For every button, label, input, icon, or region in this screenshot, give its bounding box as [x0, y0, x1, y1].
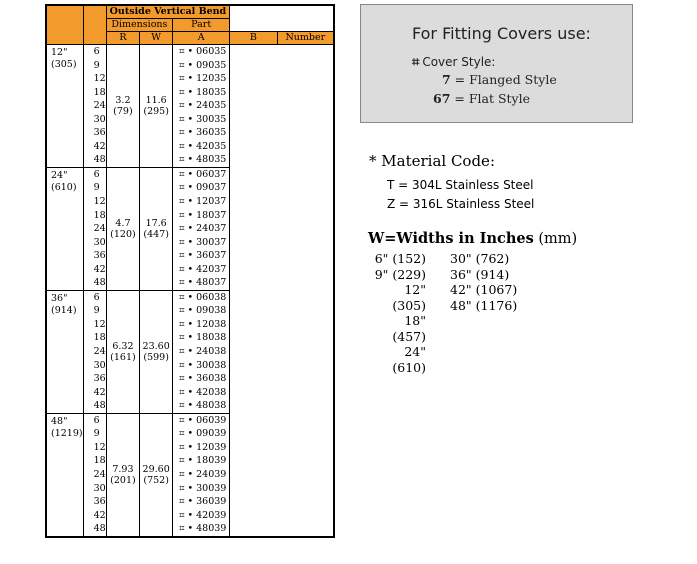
part-number: ⌗ • 12039	[179, 441, 227, 453]
table-row	[46, 413, 334, 536]
width-value: 12	[93, 318, 106, 330]
part-number: ⌗ • 09037	[179, 182, 227, 194]
part-number: ⌗ • 42039	[179, 509, 227, 521]
width-cell	[83, 45, 106, 168]
width-value: 12	[93, 196, 106, 208]
width-value: 36	[93, 373, 106, 385]
width-mm-entry: 9" (229)	[374, 266, 426, 282]
width-value: 12	[93, 441, 106, 453]
width-value: 24	[93, 468, 106, 480]
widths-column-1	[368, 251, 426, 375]
width-value: 24	[93, 223, 106, 235]
dimension-a-cell: 6.32 (161)	[106, 290, 140, 413]
radius-inches: 48"	[51, 415, 68, 427]
width-value: 42	[93, 263, 106, 275]
part-number: ⌗ • 06037	[179, 168, 227, 180]
width-cell	[83, 167, 106, 290]
width-value: 12	[93, 73, 106, 85]
part-number: ⌗ • 48039	[179, 523, 227, 535]
w-header-blank	[83, 5, 106, 45]
cover-option-flanged-text: = Flanged Style	[450, 72, 557, 87]
width-value: 24	[93, 100, 106, 112]
part-number: ⌗ • 36038	[179, 373, 227, 385]
part-number: ⌗ • 09038	[179, 305, 227, 317]
radius-mm: (914)	[51, 304, 77, 316]
radius-inches: 36"	[51, 292, 68, 304]
width-value: 36	[93, 127, 106, 139]
r-col-header: R	[106, 32, 140, 45]
part-number: ⌗ • 06035	[179, 46, 227, 57]
widths-title-rest: (mm)	[533, 231, 578, 247]
width-value: 18	[93, 455, 106, 467]
part-number-cell	[173, 413, 230, 536]
part-number-cell	[173, 167, 230, 290]
part-number: ⌗ • 36039	[179, 496, 227, 508]
table-title: Outside Vertical Bend	[106, 5, 230, 19]
table-row	[46, 167, 334, 290]
dimension-a-cell: 7.93 (201)	[106, 413, 140, 536]
widths-title	[368, 230, 577, 247]
cover-option-flat-text: = Flat Style	[450, 91, 530, 106]
width-value: 6	[93, 46, 100, 57]
width-mm-entry: 36" (914)	[450, 266, 510, 282]
part-number: ⌗ • 48037	[179, 277, 227, 289]
width-mm-entry: 24" (610)	[392, 344, 426, 375]
width-value: 48	[93, 154, 106, 166]
width-value: 9	[93, 305, 100, 317]
part-number: ⌗ • 24038	[179, 346, 227, 358]
part-number: ⌗ • 18035	[179, 86, 227, 98]
material-line-z: Z = 316L Stainless Steel	[387, 197, 535, 211]
width-mm-entry: 12" (305)	[392, 282, 426, 313]
table-body	[46, 45, 334, 537]
dimensions-header: Dimensions	[106, 19, 172, 32]
table-row	[46, 290, 334, 413]
table-row	[46, 45, 334, 168]
cover-option-flat	[433, 91, 530, 106]
width-value: 36	[93, 496, 106, 508]
cover-option-flat-code: 67	[433, 91, 451, 106]
width-mm-entry: 18" (457)	[392, 313, 426, 344]
part-number: ⌗ • 24039	[179, 468, 227, 480]
part-number: ⌗ • 42038	[179, 386, 227, 398]
part-number: ⌗ • 06038	[179, 291, 227, 303]
width-mm-entry: 30" (762)	[450, 251, 510, 266]
part-number: ⌗ • 09035	[179, 59, 227, 71]
dimension-a-cell: 4.7 (120)	[106, 167, 140, 290]
width-value: 9	[93, 59, 100, 71]
width-value: 48	[93, 523, 106, 535]
material-title: * Material Code:	[369, 152, 495, 170]
radius-cell	[46, 413, 83, 536]
part-number-cell	[173, 45, 230, 168]
part-number: ⌗ • 12035	[179, 73, 227, 85]
width-value: 42	[93, 509, 106, 521]
width-value: 42	[93, 386, 106, 398]
b-col-header: B	[230, 32, 277, 45]
dimension-b-cell: 17.6 (447)	[140, 167, 173, 290]
part-number: ⌗ • 06039	[179, 414, 227, 426]
width-mm-entry: 48" (1176)	[450, 297, 518, 313]
width-mm-entry: 42" (1067)	[450, 282, 518, 297]
part-number: ⌗ • 12038	[179, 318, 227, 330]
width-value: 48	[93, 400, 106, 412]
a-col-header: A	[173, 32, 230, 45]
radius-mm: (305)	[51, 59, 77, 70]
width-cell	[83, 413, 106, 536]
widths-column-2	[450, 251, 517, 313]
width-value: 30	[93, 236, 106, 248]
width-value: 42	[93, 140, 106, 152]
dimension-b-cell: 11.6 (295)	[140, 45, 173, 168]
width-value: 18	[93, 332, 106, 344]
width-value: 9	[93, 428, 100, 440]
width-value: 6	[93, 291, 100, 303]
part-number: ⌗ • 24035	[179, 100, 227, 112]
dimension-b-cell: 29.60 (752)	[140, 413, 173, 536]
width-value: 6	[93, 414, 100, 426]
cover-style-line	[412, 55, 495, 70]
part-number: ⌗ • 24037	[179, 223, 227, 235]
part-number: ⌗ • 48035	[179, 154, 227, 166]
part-number: ⌗ • 09039	[179, 428, 227, 440]
radius-cell	[46, 45, 83, 168]
cover-title: For Fitting Covers use:	[412, 24, 591, 43]
part-number: ⌗ • 36035	[179, 127, 227, 139]
part-number: ⌗ • 30035	[179, 113, 227, 125]
radius-mm: (1219)	[51, 427, 83, 439]
part-header-2: Number	[277, 32, 334, 45]
part-number: ⌗ • 30038	[179, 359, 227, 371]
width-value: 30	[93, 113, 106, 125]
bend-spec-table	[45, 4, 335, 538]
width-value: 9	[93, 182, 100, 194]
width-cell	[83, 290, 106, 413]
widths-title-bold: W=Widths in Inches	[368, 230, 534, 247]
part-header-1: Part	[173, 19, 230, 32]
part-number-cell	[173, 290, 230, 413]
radius-mm: (610)	[51, 181, 77, 193]
radius-inches: 12"	[51, 47, 68, 58]
radius-cell	[46, 167, 83, 290]
width-value: 36	[93, 250, 106, 262]
dimension-a-cell: 3.2 (79)	[106, 45, 140, 168]
part-number: ⌗ • 30039	[179, 482, 227, 494]
cover-option-flanged-code: 7	[442, 72, 451, 87]
part-number: ⌗ • 42035	[179, 140, 227, 152]
width-mm-entry: 6" (152)	[374, 251, 426, 266]
part-number: ⌗ • 48038	[179, 400, 227, 412]
part-number: ⌗ • 18038	[179, 332, 227, 344]
width-value: 18	[93, 86, 106, 98]
material-line-t: T = 304L Stainless Steel	[387, 178, 534, 192]
part-number: ⌗ • 36037	[179, 250, 227, 262]
width-value: 24	[93, 346, 106, 358]
cover-style-label: Cover Style:	[422, 55, 496, 69]
radius-inches: 24"	[51, 169, 68, 181]
w-col-header: W	[140, 32, 173, 45]
width-value: 30	[93, 359, 106, 371]
part-number: ⌗ • 18037	[179, 209, 227, 221]
width-value: 30	[93, 482, 106, 494]
part-number: ⌗ • 42037	[179, 263, 227, 275]
r-header-blank	[46, 5, 83, 45]
part-number: ⌗ • 12037	[179, 196, 227, 208]
part-number: ⌗ • 18039	[179, 455, 227, 467]
dimension-b-cell: 23.60 (599)	[140, 290, 173, 413]
part-number: ⌗ • 30037	[179, 236, 227, 248]
hash-symbol-icon: ⌗	[412, 55, 420, 70]
radius-cell	[46, 290, 83, 413]
width-value: 6	[93, 168, 100, 180]
cover-option-flanged	[442, 72, 557, 87]
width-value: 18	[93, 209, 106, 221]
width-value: 48	[93, 277, 106, 289]
